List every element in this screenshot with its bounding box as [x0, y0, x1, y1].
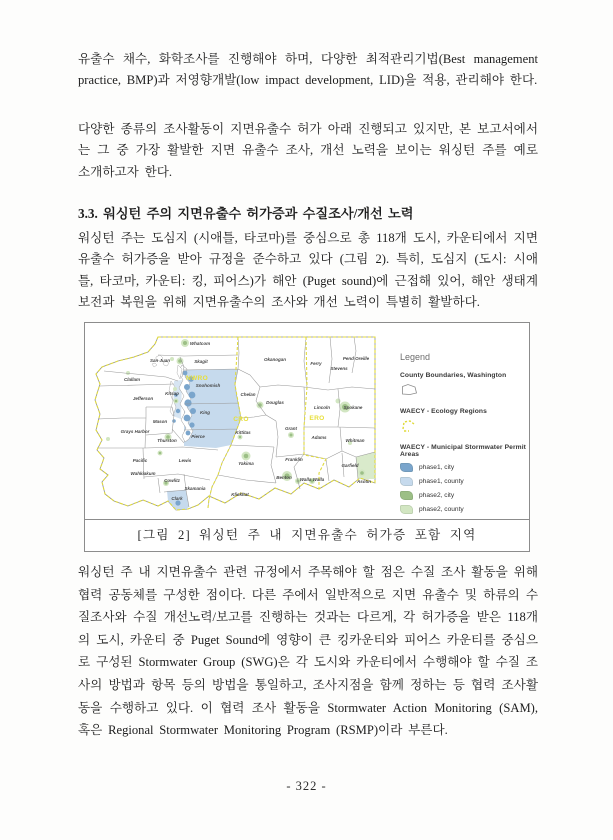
county-label-whitman: Whitman — [345, 438, 365, 443]
permit-swatch-icon — [400, 491, 413, 500]
county-label-mason: Mason — [152, 419, 168, 424]
county-label-ferry: Ferry — [310, 361, 322, 366]
county-label-garfield: Garfield — [341, 463, 359, 468]
map-panel — [85, 323, 529, 519]
map-legend — [396, 323, 528, 519]
county-label-klickitat: Klickitat — [231, 492, 249, 497]
region-label-ero: ERO — [309, 415, 325, 422]
county-label-spokane: Spokane — [343, 405, 363, 410]
county-label-wahkiakum: Wahkiakum — [130, 471, 156, 476]
county-label-asotin: Asotin — [357, 479, 371, 484]
legend-title: Legend — [400, 352, 431, 362]
legend-county-boundaries-label: County Boundaries, Washington — [400, 372, 507, 379]
county-label-snohomish: Snohomish — [195, 383, 221, 388]
figure-caption: [그림 2] 워싱턴 주 내 지면유출수 허가증 포함 지역 — [85, 519, 529, 552]
county-label-pierce: Pierce — [191, 434, 205, 439]
section-heading: 3.3. 워싱턴 주의 지면유출수 허가증과 수질조사/개선 노력 — [78, 206, 414, 221]
county-label-stevens: Stevens — [330, 366, 348, 371]
county-label-kittitas: Kittitas — [235, 430, 251, 435]
permit-class-row — [400, 505, 526, 514]
legend-ecology-regions-label: WAECY - Ecology Regions — [400, 408, 487, 415]
region-label-cro: CRO — [233, 416, 249, 423]
county-label-benton: Benton — [276, 475, 292, 480]
permit-class-label: phase2, city — [419, 492, 455, 499]
permit-class-label: phase2, county — [419, 506, 464, 513]
county-label-lincoln: Lincoln — [314, 405, 330, 410]
paragraph-1: 유출수 채수, 화학조사를 진행해야 하며, 다양한 최적관리기법(Best management practice, BMP)과 저영향개발(low impact development, LID)을 적용, 관리해야 한다. — [78, 52, 538, 88]
permit-class-label: phase1, city — [419, 464, 455, 471]
county-label-chelan: Chelan — [240, 392, 256, 397]
county-label-king: King — [200, 410, 210, 415]
permit-swatch-icon — [400, 463, 413, 472]
permit-class-label: phase1, county — [419, 478, 464, 485]
region-label-nwro: NWRO — [185, 375, 209, 382]
county-label-clark: Clark — [171, 496, 183, 501]
page-number: - 322 - — [286, 779, 327, 793]
permit-swatch-icon — [400, 477, 413, 486]
county-label-pacific: Pacific — [132, 458, 148, 463]
permit-swatch-icon — [400, 505, 413, 514]
county-boundary-icon — [401, 383, 419, 396]
county-label-skamania: Skamania — [184, 486, 206, 491]
permit-class-row — [400, 477, 526, 486]
figure-washington-map — [84, 322, 530, 552]
county-label-skagit: Skagit — [194, 359, 208, 364]
paragraph-2: 다양한 종류의 조사활동이 지면유출수 허가 아래 진행되고 있지만, 본 보고서에서는 그 중 가장 활발한 지면 유출수 조사, 개선 노력을 보이는 워싱턴 주를 예로 소개하고자 한다. — [78, 122, 538, 179]
county-label-grays-harbor: Grays Harbor — [120, 429, 150, 434]
permit-class-row — [400, 463, 526, 472]
permit-class-row — [400, 491, 526, 500]
county-label-pend-oreille: Pend Oreille — [342, 356, 370, 361]
county-label-clallam: Clallam — [123, 377, 141, 382]
county-label-grant: Grant — [284, 426, 298, 431]
county-label-whatcom: Whatcom — [189, 341, 211, 346]
county-label-san-juan: San Juan — [149, 358, 171, 363]
county-label-franklin: Franklin — [285, 457, 303, 462]
permit-class-list — [400, 463, 526, 514]
county-label-okanogan: Okanogan — [263, 357, 287, 362]
paragraph-4: 워싱턴 주 내 지면유출수 관련 규정에서 주목해야 할 점은 수질 조사 활동을 위해 협력 공동체를 구성한 점이다. 다른 주에서 일반적으로 지면 유출수 및 하류의 수질조사와 수질 개선노력/보고를 진행하는 것과는 다르게, 각 허가증을 받은 118개의 도시, 카운티 중 Puget Sound에 영향이 큰 킹카운티와 피어스 카운티를 중심으로 구성된 Stormwater Group (SWG)은 각 도시와 카운티에서 수행해야 할 수질 조사의 방법과 항목 등의 방법을 통일하고, 조사지점을 함께 정하는 등 협력 조사활동을 수행하고 있다. 이 협력 조사 활동을 Stormwater Action Monitoring (SAM), 혹은 Regional Stormwater Monitoring Program (RSMP)이라 부른다. — [78, 565, 538, 738]
ecology-region-icon — [401, 419, 419, 432]
county-label-thurston: Thurston — [157, 438, 177, 443]
washington-county-map — [88, 323, 396, 519]
legend-permit-areas-label: WAECY - Municipal Stormwater Permit Areas — [400, 444, 527, 458]
county-label-yakima: Yakima — [238, 461, 254, 466]
county-label-kitsap: Kitsap — [165, 391, 179, 396]
paragraph-3: 워싱턴 주는 도심지 (시애틀, 타코마)를 중심으로 총 118개 도시, 카운티에서 지면 유출수 허가증을 받아 규정을 준수하고 있다 (그림 2). 특히, 도심지 (도시: 시애틀, 타코마, 카운티: 킹, 피어스)가 해안 (Puget sound)에 근접해 있어, 해안 생태계 보전과 복원을 위해 지면유출수의 조사와 개선 노력이 특별히 활발하다. — [78, 231, 538, 310]
county-label-douglas: Douglas — [266, 400, 284, 405]
county-label-walla-walla: Walla Walla — [299, 477, 325, 482]
county-label-jefferson: Jefferson — [132, 396, 154, 401]
county-label-adams: Adams — [311, 435, 327, 440]
county-label-cowlitz: Cowlitz — [164, 478, 180, 483]
county-label-lewis: Lewis — [178, 458, 192, 463]
